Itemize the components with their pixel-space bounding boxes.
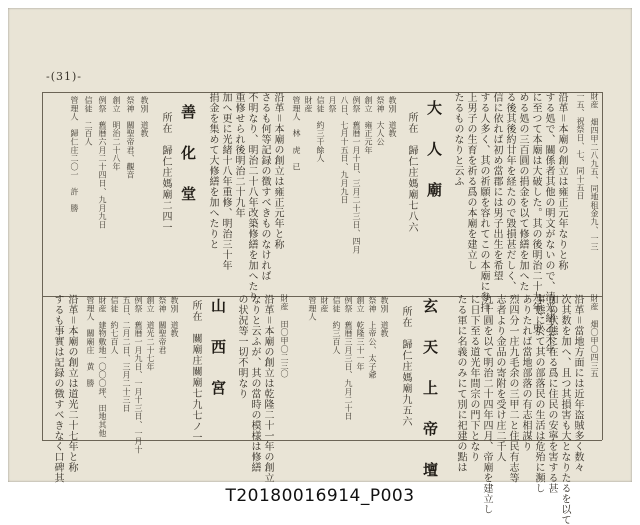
temple-location-dairen: 所在 歸仁庄媽廟七八六 [406, 112, 417, 233]
page-number: -(31)- [46, 70, 83, 83]
detail-line: 創立 雍正元年 [364, 96, 373, 155]
detail-line: 例祭 舊暦一月十日、三月二十三日、四月 [352, 96, 361, 254]
bottom-rule [42, 440, 602, 441]
upper-history-line: たるものなりと云ふ [452, 92, 463, 187]
detail-line: 例祭 舊暦一月九日、一月十三日、一月十 [134, 296, 143, 454]
detail-line: 教別 道教 [140, 96, 149, 138]
upper-history-line: る後其後約廿年を経たので毀損甚だしく、 [504, 92, 515, 292]
detail-line: 管理人 關廟庄 黄 勝 [86, 296, 95, 388]
lower-history-line: 加の状態に在る爲に住民の安寧を害する甚 [546, 294, 557, 494]
temple-title-zenka: 善 化 堂 [179, 104, 197, 205]
detail-line: 信徒 二百人 [84, 96, 93, 146]
temple-location-sansei: 所在 關廟庄關廟七九七ノ一 [190, 300, 201, 443]
detail-line: 財産 建物敷地一〇〇〇坪、田地其他 [98, 296, 107, 438]
right-rule [602, 92, 603, 440]
upper-history2-line: 沿革＝本廟の創立は雍正元年と称 [272, 92, 283, 250]
upper-history-line: する処で、關係者其他の明文がないので、清光緒乙未年 [543, 92, 554, 355]
upper-history-line: する人多く、其の祈願を容れてこの本廟に参拝 [478, 92, 489, 313]
lower-history-line: 事態に於て其の部落民の生活は危殆に瀕し [533, 294, 544, 494]
detail-line: 管理人 林 虎 已 [292, 96, 301, 171]
detail-line: 教別 道教 [380, 296, 389, 338]
upper-history-line: める処の三百圓の捐金を以て修繕を加へた [517, 92, 528, 292]
lower-left-history2-line: 沿革＝本廟の創立は乾隆二十一年の創立 [262, 294, 273, 483]
lower-history-line: 次其数を加へ、且つ其損害も大となりたるを以て [559, 294, 570, 525]
lower-history-line: に日下至る道光年間宗の門下となり [468, 294, 479, 462]
lower-history-line: たる軍に名義のみにて別に祀建の點は [455, 294, 466, 473]
upper-history-line: 沿革＝本廟の創立は雍正元年なりと称 [556, 92, 567, 271]
temple-title-gentian: 玄 天 上 帝 壇 [421, 298, 439, 481]
detail-line: 月祭 [328, 96, 337, 113]
detail-line: 信徒 約三百人 [332, 296, 341, 355]
upper-history2-line: さるも何等記録の徴すべきものなければ [259, 92, 270, 281]
temple-title-dairen: 大 人 廟 [425, 100, 443, 201]
upper-history2-line: 不明なり、明治二十八年改築修繕を加へたり [246, 92, 257, 302]
upper-head-note: 財産 畑四甲二八九五、同地租金九、一三 [590, 92, 599, 251]
detail-line: 財産 [320, 296, 329, 321]
detail-line: 管理人 歸仁庄二〇一 許 勝 [70, 96, 79, 213]
left-rule [42, 92, 43, 440]
lower-left-head-note: 財産 田〇甲〇二三〇 [280, 294, 289, 378]
lower-history-line: ありたれば當地部落の有志相謀り [520, 294, 531, 452]
detail-line: 祭神 大人公 [376, 96, 385, 146]
upper-history2-line: 重修せられ後明治二十九年 [233, 92, 244, 218]
detail-line: 財産 [304, 96, 313, 121]
detail-line: 信徒 約三千餘人 [316, 96, 325, 163]
lower-left-history2-line: なりと云ふが、其の當時の模様は修繕 [249, 294, 260, 473]
lower-history-line: 烈四分一庄九毛余の三甲二と住民有志等 [507, 294, 518, 483]
lower-left-history-line: 沿革＝本廟の創立は道光二十七年と称 [66, 294, 77, 473]
lower-history-line: 九十圓を以て明治二十四年四月、帝廟を建立し [481, 294, 492, 515]
detail-line: 例祭 舊暦三月三日、九月二十日 [344, 296, 353, 421]
detail-line: 創立 乾隆三十一年 [356, 296, 365, 371]
temple-location-zenka: 所在 歸仁庄媽廟二四一 [160, 112, 171, 233]
upper-history2-line: 捐金を集めて大修繕を加へたりと [207, 92, 218, 250]
image-caption: T20180016914_P003 [225, 486, 415, 506]
upper-head-note-2: 一五、祝祭日、七、同十五日 [576, 92, 585, 200]
lower-head-note: 財産 畑〇甲〇四三五 [590, 294, 599, 378]
lower-history-line: 沿革＝當地方面には近年盗賊多く数々 [572, 294, 583, 473]
upper-history-line: 上男子の生育を祈る爲の本廟を建立し [465, 92, 476, 271]
detail-line: 教別 道教 [388, 96, 397, 138]
detail-line: 信徒 約七百人 [110, 296, 119, 355]
detail-line: 創立 明治二十八年 [112, 96, 121, 171]
detail-line: 創立 道光二十七年 [146, 296, 155, 371]
lower-history-line: 志者より金品の寄附を受け庄二千人 [494, 294, 505, 462]
detail-line: 祭神 關聖帝君 [158, 296, 167, 355]
detail-line: 祭神 上帝公、太子爺 [368, 296, 377, 379]
upper-history-line: 信に依れば初め當郡には男子出生を希望 [491, 92, 502, 281]
lower-left-history2-line: の状況等一切不明なり [236, 294, 247, 399]
detail-line: 五日、二月二日、三月二十三日 [122, 296, 131, 413]
upper-history-line: に至つて本廟は大破した。其の後明治二十九年、更 [530, 92, 541, 334]
detail-line: 例祭 舊暦六月二十四日、九月九日 [98, 96, 107, 229]
upper-history2-line: 加へ更に光緒十八年重修、明治三十年 [220, 92, 231, 271]
temple-location-gentian: 所在 歸仁庄媽廟九五六 [400, 306, 411, 427]
detail-line: 教別 道教 [170, 296, 179, 338]
detail-line: 八日、七月十五日、九月九日 [340, 96, 349, 204]
temple-title-sansei: 山 西 宮 [209, 298, 227, 399]
lower-left-history-line: するも事實は記録の徴すべきなく口碑其 [52, 294, 63, 483]
detail-line: 管理人 [308, 296, 317, 330]
detail-line: 祭神 關聖帝君、觀音 [126, 96, 135, 179]
